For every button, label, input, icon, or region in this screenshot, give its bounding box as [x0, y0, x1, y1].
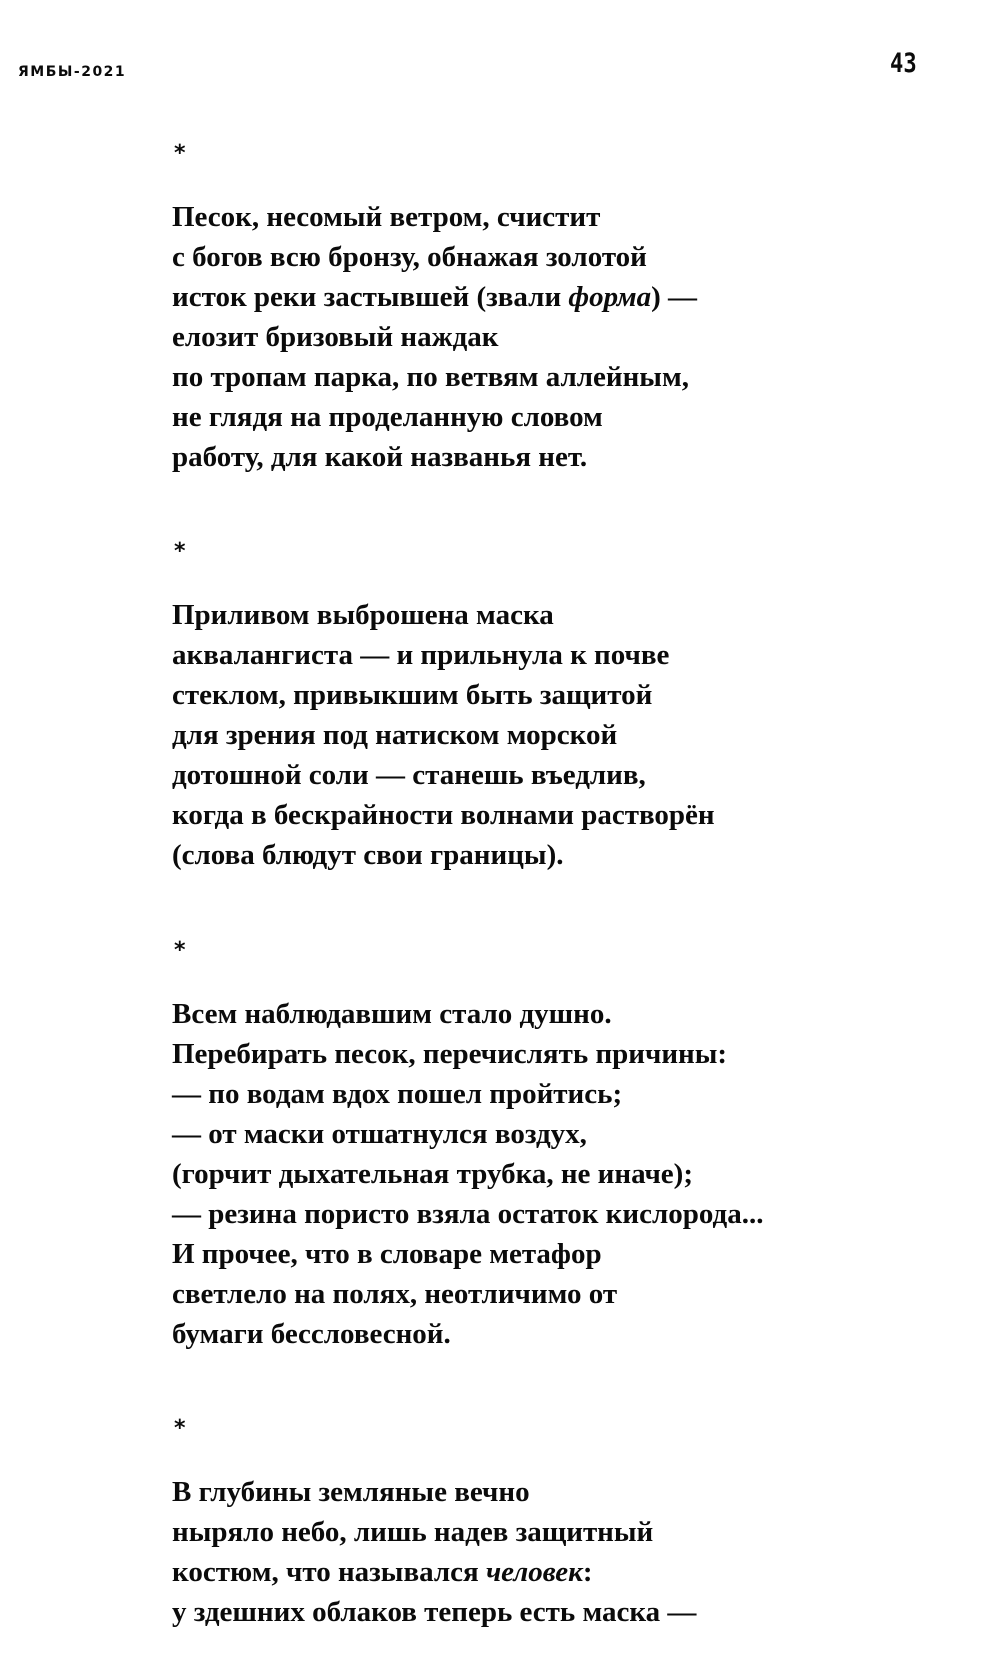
poem-line: В глубины земляные вечно — [172, 1476, 530, 1508]
poem-line: по тропам парка, по ветвям аллейным, — [172, 361, 689, 393]
poem-line: у здешних облаков теперь есть маска — — [172, 1596, 697, 1628]
poem-line: не глядя на проделанную словом — [172, 401, 603, 433]
italic-word: человек — [485, 1556, 583, 1588]
italic-word: форма — [568, 281, 652, 313]
asterisk-separator: * — [174, 1416, 186, 1441]
poem-line: стеклом, привыкшим быть защитой — [172, 679, 653, 711]
poem-line: Всем наблюдавшим стало душно. — [172, 998, 612, 1030]
poem-line — [172, 277, 932, 317]
poem — [172, 940, 932, 1354]
poem-line: с богов всю бронзу, обнажая золотой — [172, 241, 647, 273]
poem-line: И прочее, что в словаре метафор — [172, 1238, 602, 1270]
poem-line: Приливом выброшена маска — [172, 599, 554, 631]
poem — [172, 541, 932, 875]
poem-line: светлело на полях, неотличимо от — [172, 1278, 618, 1310]
asterisk-separator: * — [174, 141, 186, 166]
asterisk-separator: * — [174, 539, 186, 564]
line-text: ) — — [651, 281, 698, 313]
running-title: ЯМБЫ-2021 — [18, 64, 127, 80]
poem-line: аквалангиста — и прильнула к почве — [172, 639, 670, 671]
line-text: костюм, что назывался — [172, 1556, 486, 1588]
poem-line: — от маски отшатнулся воздух, — [172, 1118, 587, 1150]
poem-line: — по водам вдох пошел пройтись; — [172, 1078, 623, 1110]
poem-line: (горчит дыхательная трубка, не иначе); — [172, 1158, 693, 1190]
asterisk-separator: * — [174, 938, 186, 963]
poem-line: бумаги бессловесной. — [172, 1318, 451, 1350]
poem-line: для зрения под натиском морской — [172, 719, 618, 751]
poem-line: Перебирать песок, перечислять причины: — [172, 1038, 728, 1070]
poem-line: — резина пористо взяла остаток кислорода... — [172, 1198, 764, 1230]
poem-line: работу, для какой названья нет. — [172, 441, 588, 473]
poem-line: дотошной соли — станешь въедлив, — [172, 759, 646, 791]
poem — [172, 143, 932, 477]
poem-line — [172, 1552, 932, 1592]
line-text: : — [582, 1556, 593, 1588]
poem-line: елозит бризовый наждак — [172, 321, 499, 353]
poem-line: Песок, несомый ветром, счистит — [172, 201, 601, 233]
poem-line: ныряло небо, лишь надев защитный — [172, 1516, 654, 1548]
poem-line: (слова блюдут свои границы). — [172, 839, 564, 871]
poem-line: когда в бескрайности волнами растворён — [172, 799, 715, 831]
line-text: исток реки застывшей (звали — [172, 281, 569, 313]
page-number: 43 — [890, 48, 917, 79]
poem — [172, 1418, 932, 1632]
